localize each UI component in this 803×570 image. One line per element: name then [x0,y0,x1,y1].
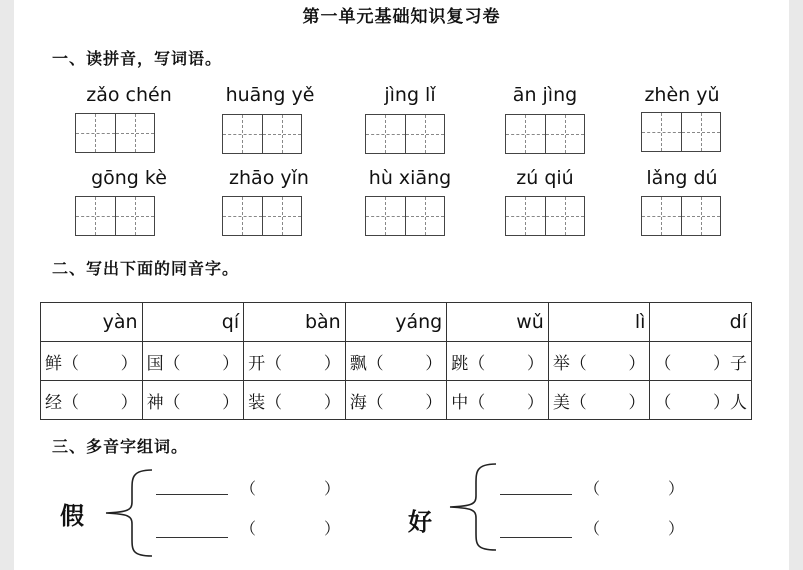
answer-cell[interactable] [650,342,752,381]
pinyin-cell: yàn [41,303,143,342]
pinyin-cell: wǔ [447,303,549,342]
cell-prefix: 海（ [349,392,384,413]
answer-cell[interactable] [142,342,244,381]
answer-cell[interactable] [447,342,549,381]
answer-cell[interactable] [345,381,447,420]
writing-box[interactable] [75,196,155,236]
answer-cell[interactable] [41,381,143,420]
answer-line[interactable] [500,494,572,495]
cell-suffix: ） [222,353,240,374]
pinyin-label: hù xiāng [368,167,452,189]
brace-icon [104,468,154,558]
answer-paren[interactable]: （ ） [584,519,684,538]
answer-paren[interactable]: （ ） [240,479,340,498]
answer-cell[interactable] [41,342,143,381]
cell-prefix: 跳（ [451,353,486,374]
cell-suffix: ） [120,392,138,413]
cell-prefix: （ [654,392,672,413]
writing-box[interactable] [365,196,445,236]
worksheet-page [14,0,789,570]
answer-cell[interactable] [548,381,650,420]
answer-line[interactable] [500,537,572,538]
pinyin-cell: lì [548,303,650,342]
pinyin-cell: qí [142,303,244,342]
cell-suffix: ） [628,392,646,413]
answer-cell[interactable] [345,342,447,381]
table-row [41,381,752,420]
writing-box[interactable] [505,114,585,154]
brace-icon [448,462,498,552]
cell-suffix: ） [323,392,341,413]
answer-line[interactable] [156,494,228,495]
cell-suffix: ）人 [713,392,747,413]
answer-cell[interactable] [244,342,346,381]
answer-paren[interactable]: （ ） [240,519,340,538]
cell-suffix: ） [425,353,443,374]
cell-suffix: ） [526,392,544,413]
pinyin-label: zhèn yǔ [644,84,720,106]
writing-box[interactable] [75,113,155,153]
writing-box[interactable] [365,114,445,154]
pinyin-label: lǎng dú [646,167,718,189]
cell-prefix: 飘（ [349,353,384,374]
cell-suffix: ） [425,392,443,413]
cell-prefix: 经（ [45,392,79,413]
pinyin-label: zǎo chén [86,84,172,106]
pinyin-label: jìng lǐ [384,84,436,106]
pinyin-label: gōng kè [91,167,167,189]
pinyin-label: ān jìng [512,84,578,106]
pinyin-label: zhāo yǐn [229,167,309,189]
answer-paren[interactable]: （ ） [584,479,684,498]
pinyin-label: zú qiú [516,167,574,189]
section-3-heading: 三、多音字组词。 [52,437,189,456]
cell-prefix: 美（ [552,392,587,413]
pinyin-cell: yáng [345,303,447,342]
cell-prefix: 神（ [146,392,181,413]
pinyin-cell: dí [650,303,752,342]
section-1-heading: 一、读拼音，写词语。 [52,49,223,68]
homophone-table [40,302,752,420]
writing-box[interactable] [505,196,585,236]
answer-cell[interactable] [447,381,549,420]
writing-box[interactable] [222,196,302,236]
cell-suffix: ） [628,353,646,374]
answer-line[interactable] [156,537,228,538]
writing-box[interactable] [641,112,721,152]
cell-suffix: ） [120,353,138,374]
cell-prefix: 中（ [451,392,486,413]
section-2-heading: 二、写出下面的同音字。 [52,259,240,278]
table-row [41,303,752,342]
cell-prefix: 装（ [248,392,283,413]
polyphone-char: 好 [408,508,432,536]
polyphone-char: 假 [60,502,84,530]
cell-prefix: 开（ [248,353,283,374]
answer-cell[interactable] [548,342,650,381]
answer-cell[interactable] [244,381,346,420]
writing-box[interactable] [641,196,721,236]
writing-box[interactable] [222,114,302,154]
cell-prefix: 举（ [552,353,587,374]
cell-prefix: （ [654,353,672,374]
cell-prefix: 国（ [146,353,181,374]
page-title: 第一单元基础知识复习卷 [302,7,501,27]
cell-suffix: ）子 [713,353,747,374]
pinyin-cell: bàn [244,303,346,342]
cell-suffix: ） [323,353,341,374]
answer-cell[interactable] [650,381,752,420]
pinyin-label: huāng yě [225,84,315,106]
table-row [41,342,752,381]
cell-suffix: ） [222,392,240,413]
cell-suffix: ） [526,353,544,374]
cell-prefix: 鲜（ [45,353,79,374]
answer-cell[interactable] [142,381,244,420]
